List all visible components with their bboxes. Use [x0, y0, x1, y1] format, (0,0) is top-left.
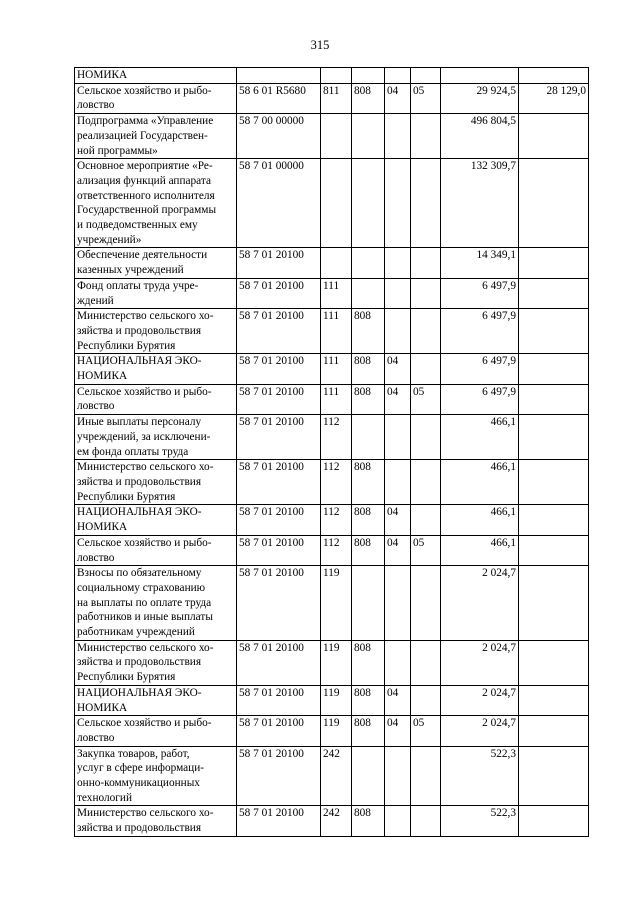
table-body — [75, 68, 589, 837]
ministry-code-cell — [352, 248, 385, 278]
expense-type-cell: 119 — [321, 566, 352, 641]
row-name-cell: Подпрограмма «Управление реализацией Государствен- ной программы» — [75, 114, 237, 159]
subsection-code-cell — [411, 68, 441, 84]
ministry-code-cell: 808 — [352, 460, 385, 505]
table-row — [75, 248, 589, 278]
subsection-code-cell — [411, 278, 441, 308]
row-name-cell: Сельское хозяйство и рыбо- ловство — [75, 716, 237, 746]
subsection-code-cell — [411, 640, 441, 685]
amount-year2-cell — [519, 640, 589, 685]
amount-year1-cell: 6 497,9 — [441, 309, 519, 354]
target-article-code-cell: 58 7 01 20100 — [237, 566, 321, 641]
row-name-cell: Сельское хозяйство и рыбо- ловство — [75, 384, 237, 414]
amount-year1-cell: 466,1 — [441, 415, 519, 460]
target-article-code-cell: 58 7 01 20100 — [237, 640, 321, 685]
expense-type-cell: 112 — [321, 535, 352, 565]
subsection-code-cell — [411, 460, 441, 505]
expense-type-cell: 111 — [321, 384, 352, 414]
subsection-code-cell: 05 — [411, 716, 441, 746]
page-number: 315 — [310, 38, 330, 52]
target-article-code-cell: 58 7 01 20100 — [237, 685, 321, 715]
table-row — [75, 716, 589, 746]
amount-year2-cell — [519, 354, 589, 384]
section-code-cell: 04 — [385, 354, 411, 384]
ministry-code-cell: 808 — [352, 535, 385, 565]
amount-year2-cell — [519, 806, 589, 836]
amount-year2-cell — [519, 685, 589, 715]
amount-year2-cell — [519, 114, 589, 159]
section-code-cell — [385, 68, 411, 84]
section-code-cell — [385, 114, 411, 159]
target-article-code-cell: 58 7 01 20100 — [237, 746, 321, 806]
ministry-code-cell: 808 — [352, 640, 385, 685]
table-row — [75, 278, 589, 308]
subsection-code-cell: 05 — [411, 83, 441, 113]
expense-type-cell — [321, 114, 352, 159]
section-code-cell — [385, 248, 411, 278]
table-row — [75, 505, 589, 535]
expense-type-cell: 112 — [321, 460, 352, 505]
table-row — [75, 685, 589, 715]
table-row — [75, 354, 589, 384]
section-code-cell: 04 — [385, 384, 411, 414]
expense-type-cell: 112 — [321, 415, 352, 460]
expense-type-cell — [321, 68, 352, 84]
table-row — [75, 114, 589, 159]
table-row — [75, 83, 589, 113]
budget-table — [74, 67, 589, 837]
amount-year2-cell — [519, 535, 589, 565]
amount-year1-cell: 496 804,5 — [441, 114, 519, 159]
target-article-code-cell: 58 7 01 20100 — [237, 460, 321, 505]
row-name-cell: Сельское хозяйство и рыбо- ловство — [75, 83, 237, 113]
ministry-code-cell — [352, 159, 385, 248]
amount-year1-cell: 2 024,7 — [441, 716, 519, 746]
ministry-code-cell: 808 — [352, 505, 385, 535]
section-code-cell — [385, 415, 411, 460]
amount-year2-cell — [519, 460, 589, 505]
expense-type-cell: 111 — [321, 309, 352, 354]
amount-year2-cell — [519, 159, 589, 248]
table-row — [75, 384, 589, 414]
amount-year1-cell: 2 024,7 — [441, 640, 519, 685]
table-row — [75, 806, 589, 836]
target-article-code-cell: 58 7 01 20100 — [237, 716, 321, 746]
section-code-cell — [385, 746, 411, 806]
subsection-code-cell — [411, 415, 441, 460]
amount-year1-cell: 6 497,9 — [441, 278, 519, 308]
target-article-code-cell: 58 7 01 20100 — [237, 505, 321, 535]
ministry-code-cell: 808 — [352, 83, 385, 113]
expense-type-cell — [321, 248, 352, 278]
table-row — [75, 68, 589, 84]
subsection-code-cell — [411, 806, 441, 836]
section-code-cell: 04 — [385, 685, 411, 715]
table-row — [75, 640, 589, 685]
target-article-code-cell: 58 7 01 00000 — [237, 159, 321, 248]
row-name-cell: НОМИКА — [75, 68, 237, 84]
target-article-code-cell: 58 7 01 20100 — [237, 309, 321, 354]
target-article-code-cell: 58 7 01 20100 — [237, 278, 321, 308]
row-name-cell: Взносы по обязательному социальному страхованию на выплаты по оплате труда работников и иные выплаты работникам учреждений — [75, 566, 237, 641]
expense-type-cell — [321, 159, 352, 248]
row-name-cell: Иные выплаты персоналу учреждений, за исключени- ем фонда оплаты труда — [75, 415, 237, 460]
amount-year1-cell: 6 497,9 — [441, 384, 519, 414]
amount-year2-cell — [519, 716, 589, 746]
target-article-code-cell: 58 7 01 20100 — [237, 806, 321, 836]
amount-year1-cell: 522,3 — [441, 746, 519, 806]
row-name-cell: Основное мероприятие «Ре- ализация функций аппарата ответственного исполнителя Государственной программы и подведомственных ему учреждений» — [75, 159, 237, 248]
section-code-cell: 04 — [385, 716, 411, 746]
amount-year1-cell: 132 309,7 — [441, 159, 519, 248]
subsection-code-cell: 05 — [411, 384, 441, 414]
ministry-code-cell: 808 — [352, 384, 385, 414]
target-article-code-cell — [237, 68, 321, 84]
amount-year2-cell — [519, 248, 589, 278]
row-name-cell: Министерство сельского хо- зяйства и продовольствия Республики Бурятия — [75, 309, 237, 354]
amount-year1-cell: 2 024,7 — [441, 566, 519, 641]
ministry-code-cell — [352, 68, 385, 84]
section-code-cell — [385, 640, 411, 685]
amount-year2-cell — [519, 68, 589, 84]
subsection-code-cell — [411, 566, 441, 641]
amount-year1-cell: 29 924,5 — [441, 83, 519, 113]
subsection-code-cell — [411, 248, 441, 278]
amount-year2-cell — [519, 746, 589, 806]
subsection-code-cell — [411, 159, 441, 248]
subsection-code-cell — [411, 746, 441, 806]
target-article-code-cell: 58 7 01 20100 — [237, 384, 321, 414]
target-article-code-cell: 58 7 00 00000 — [237, 114, 321, 159]
row-name-cell: Министерство сельского хо- зяйства и продовольствия Республики Бурятия — [75, 460, 237, 505]
amount-year2-cell — [519, 278, 589, 308]
ministry-code-cell: 808 — [352, 716, 385, 746]
row-name-cell: Сельское хозяйство и рыбо- ловство — [75, 535, 237, 565]
target-article-code-cell: 58 7 01 20100 — [237, 354, 321, 384]
table-row — [75, 309, 589, 354]
target-article-code-cell: 58 7 01 20100 — [237, 248, 321, 278]
amount-year1-cell: 2 024,7 — [441, 685, 519, 715]
row-name-cell: НАЦИОНАЛЬНАЯ ЭКО- НОМИКА — [75, 354, 237, 384]
table-row — [75, 460, 589, 505]
row-name-cell: Министерство сельского хо- зяйства и продовольствия — [75, 806, 237, 836]
amount-year2-cell — [519, 566, 589, 641]
section-code-cell: 04 — [385, 535, 411, 565]
table-row — [75, 415, 589, 460]
row-name-cell: Закупка товаров, работ, услуг в сфере информаци- онно-коммуникационных технологий — [75, 746, 237, 806]
section-code-cell: 04 — [385, 83, 411, 113]
table-row — [75, 535, 589, 565]
ministry-code-cell — [352, 415, 385, 460]
subsection-code-cell — [411, 505, 441, 535]
expense-type-cell: 119 — [321, 685, 352, 715]
expense-type-cell: 119 — [321, 716, 352, 746]
amount-year2-cell — [519, 505, 589, 535]
subsection-code-cell — [411, 114, 441, 159]
row-name-cell: Обеспечение деятельности казенных учреждений — [75, 248, 237, 278]
section-code-cell: 04 — [385, 505, 411, 535]
amount-year1-cell: 466,1 — [441, 505, 519, 535]
row-name-cell: НАЦИОНАЛЬНАЯ ЭКО- НОМИКА — [75, 685, 237, 715]
section-code-cell — [385, 309, 411, 354]
amount-year2-cell — [519, 384, 589, 414]
target-article-code-cell: 58 7 01 20100 — [237, 535, 321, 565]
ministry-code-cell — [352, 278, 385, 308]
expense-type-cell: 242 — [321, 806, 352, 836]
row-name-cell: Фонд оплаты труда учре- ждений — [75, 278, 237, 308]
target-article-code-cell: 58 6 01 R5680 — [237, 83, 321, 113]
table-row — [75, 746, 589, 806]
subsection-code-cell — [411, 354, 441, 384]
table-row — [75, 159, 589, 248]
section-code-cell — [385, 159, 411, 248]
expense-type-cell: 111 — [321, 354, 352, 384]
ministry-code-cell: 808 — [352, 685, 385, 715]
ministry-code-cell — [352, 746, 385, 806]
expense-type-cell: 811 — [321, 83, 352, 113]
amount-year1-cell — [441, 68, 519, 84]
section-code-cell — [385, 566, 411, 641]
amount-year1-cell: 6 497,9 — [441, 354, 519, 384]
amount-year2-cell — [519, 309, 589, 354]
section-code-cell — [385, 278, 411, 308]
section-code-cell — [385, 460, 411, 505]
expense-type-cell: 112 — [321, 505, 352, 535]
subsection-code-cell — [411, 685, 441, 715]
amount-year2-cell — [519, 415, 589, 460]
subsection-code-cell — [411, 309, 441, 354]
amount-year1-cell: 466,1 — [441, 460, 519, 505]
subsection-code-cell: 05 — [411, 535, 441, 565]
amount-year2-cell: 28 129,0 — [519, 83, 589, 113]
ministry-code-cell: 808 — [352, 806, 385, 836]
amount-year1-cell: 466,1 — [441, 535, 519, 565]
expense-type-cell: 119 — [321, 640, 352, 685]
target-article-code-cell: 58 7 01 20100 — [237, 415, 321, 460]
ministry-code-cell: 808 — [352, 354, 385, 384]
amount-year1-cell: 522,3 — [441, 806, 519, 836]
row-name-cell: НАЦИОНАЛЬНАЯ ЭКО- НОМИКА — [75, 505, 237, 535]
ministry-code-cell: 808 — [352, 309, 385, 354]
expense-type-cell: 111 — [321, 278, 352, 308]
row-name-cell: Министерство сельского хо- зяйства и продовольствия Республики Бурятия — [75, 640, 237, 685]
table-row — [75, 566, 589, 641]
ministry-code-cell — [352, 566, 385, 641]
ministry-code-cell — [352, 114, 385, 159]
expense-type-cell: 242 — [321, 746, 352, 806]
section-code-cell — [385, 806, 411, 836]
amount-year1-cell: 14 349,1 — [441, 248, 519, 278]
